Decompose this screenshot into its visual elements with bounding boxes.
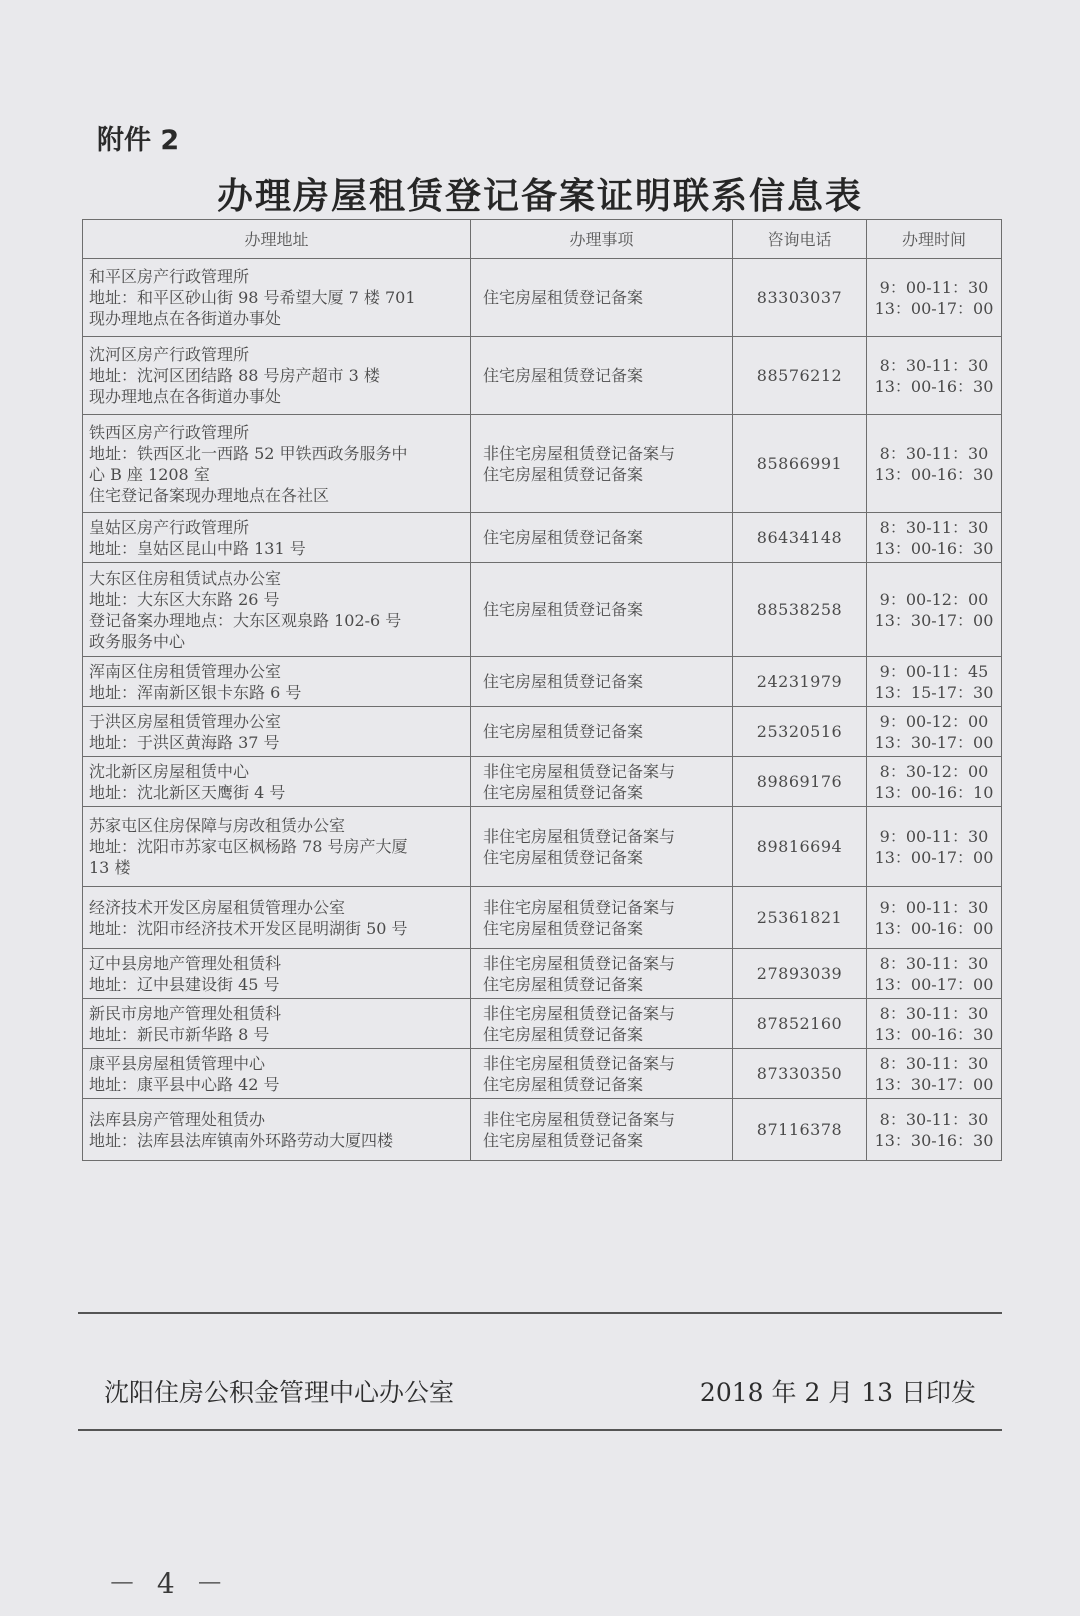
office-address-cell-line: 皇姑区房产行政管理所 xyxy=(89,517,250,537)
document-title: 办理房屋租赁登记备案证明联系信息表 xyxy=(216,175,863,217)
office-address-cell xyxy=(83,513,471,563)
office-hours-cell-line: 13：30-17：00 xyxy=(874,1074,994,1094)
office-hours-cell xyxy=(867,259,1002,337)
service-item-cell-line: 住宅房屋租赁登记备案 xyxy=(483,464,644,484)
table-body xyxy=(83,259,1002,1161)
issue-date: 2018 年 2 月 13 日印发 xyxy=(699,1378,976,1407)
phone-cell: 25361821 xyxy=(733,887,867,949)
office-address-cell-line: 住宅登记备案现办理地点在各社区 xyxy=(89,485,330,505)
table-row xyxy=(83,807,1002,887)
footer-bottom-rule xyxy=(78,1429,1002,1431)
office-address-cell-line: 政务服务中心 xyxy=(89,631,186,651)
office-address-cell-line: 地址：沈阳市经济技术开发区昆明湖街 50 号 xyxy=(89,918,408,938)
office-hours-cell xyxy=(867,1049,1002,1099)
office-address-cell xyxy=(83,757,471,807)
office-hours-cell-line: 9：00-11：30 xyxy=(879,277,989,297)
office-address-cell xyxy=(83,949,471,999)
office-address-cell-line: 地址：新民市新华路 8 号 xyxy=(89,1024,270,1044)
office-address-cell xyxy=(83,807,471,887)
service-item-cell-line: 非住宅房屋租赁登记备案与 xyxy=(483,1053,676,1073)
service-item-cell xyxy=(471,757,733,807)
table-row xyxy=(83,757,1002,807)
office-address-cell-line: 13 楼 xyxy=(89,858,131,877)
office-address-cell xyxy=(83,1049,471,1099)
table-row xyxy=(83,259,1002,337)
phone-cell: 86434148 xyxy=(733,513,867,563)
office-hours-cell-line: 9：00-12：00 xyxy=(879,589,989,609)
service-item-cell-line: 住宅房屋租赁登记备案 xyxy=(483,847,644,867)
office-address-cell-line: 法库县房产管理处租赁办 xyxy=(89,1109,266,1129)
service-item-cell-line: 非住宅房屋租赁登记备案与 xyxy=(483,761,676,781)
office-hours-cell-line: 9：00-11：30 xyxy=(879,897,989,917)
office-address-cell-line: 辽中县房地产管理处租赁科 xyxy=(89,953,282,973)
office-address-cell-line: 地址：辽中县建设街 45 号 xyxy=(89,974,280,994)
office-address-cell-line: 地址：于洪区黄海路 37 号 xyxy=(89,732,280,752)
office-hours-cell-line: 13：00-17：00 xyxy=(874,298,994,318)
office-hours-cell xyxy=(867,999,1002,1049)
service-item-cell-line: 非住宅房屋租赁登记备案与 xyxy=(483,443,676,463)
service-item-cell-line: 住宅房屋租赁登记备案 xyxy=(483,1074,644,1094)
office-address-cell-line: 经济技术开发区房屋租赁管理办公室 xyxy=(89,897,346,917)
office-address-cell-line: 铁西区房产行政管理所 xyxy=(89,422,250,442)
office-address-cell-line: 地址：和平区砂山街 98 号希望大厦 7 楼 701 xyxy=(89,288,416,307)
header-address: 办理地址 xyxy=(83,220,471,259)
office-hours-cell-line: 13：30-17：00 xyxy=(874,732,994,752)
office-hours-cell-line: 9：00-11：45 xyxy=(879,661,989,681)
phone-cell: 89869176 xyxy=(733,757,867,807)
office-hours-cell xyxy=(867,415,1002,513)
office-hours-cell-line: 13：30-16：30 xyxy=(874,1130,994,1150)
service-item-cell xyxy=(471,887,733,949)
office-hours-cell-line: 13：15-17：30 xyxy=(874,682,994,702)
attachment-label: 附件 2 xyxy=(97,125,180,156)
phone-cell: 85866991 xyxy=(733,415,867,513)
office-address-cell-line: 于洪区房屋租赁管理办公室 xyxy=(89,711,282,731)
service-item-cell-line: 住宅房屋租赁登记备案 xyxy=(483,918,644,938)
service-item-cell-line: 非住宅房屋租赁登记备案与 xyxy=(483,1003,676,1023)
service-item-cell xyxy=(471,259,733,337)
office-address-cell-line: 地址：法库县法库镇南外环路劳动大厦四楼 xyxy=(89,1130,394,1150)
issuing-office: 沈阳住房公积金管理中心办公室 xyxy=(104,1378,455,1407)
office-hours-cell xyxy=(867,657,1002,707)
office-address-cell-line: 地址：皇姑区昆山中路 131 号 xyxy=(89,538,306,558)
office-hours-cell-line: 8：30-12：00 xyxy=(879,761,989,781)
phone-cell: 88576212 xyxy=(733,337,867,415)
office-address-cell-line: 和平区房产行政管理所 xyxy=(89,267,250,286)
service-item-cell-line: 住宅房屋租赁登记备案 xyxy=(483,1024,644,1044)
office-hours-cell-line: 8：30-11：30 xyxy=(879,1109,989,1129)
table-row xyxy=(83,1049,1002,1099)
table-row xyxy=(83,563,1002,657)
office-hours-cell xyxy=(867,807,1002,887)
service-item-cell-line: 住宅房屋租赁登记备案 xyxy=(483,672,644,691)
office-hours-cell-line: 9：00-11：30 xyxy=(879,826,989,846)
service-item-cell xyxy=(471,1049,733,1099)
table-row xyxy=(83,707,1002,757)
office-address-cell-line: 新民市房地产管理处租赁科 xyxy=(89,1003,282,1023)
office-hours-cell xyxy=(867,337,1002,415)
office-hours-cell xyxy=(867,757,1002,807)
office-hours-cell-line: 9：00-12：00 xyxy=(879,711,989,731)
office-address-cell-line: 现办理地点在各街道办事处 xyxy=(89,387,282,406)
service-item-cell-line: 住宅房屋租赁登记备案 xyxy=(483,600,644,619)
office-address-cell xyxy=(83,415,471,513)
service-item-cell-line: 非住宅房屋租赁登记备案与 xyxy=(483,897,676,917)
office-address-cell-line: 地址：大东区大东路 26 号 xyxy=(89,589,280,609)
office-hours-cell-line: 13：00-16：30 xyxy=(874,376,994,396)
office-hours-cell-line: 13：00-16：00 xyxy=(874,918,994,938)
office-address-cell xyxy=(83,337,471,415)
office-hours-cell-line: 8：30-11：30 xyxy=(879,517,989,537)
office-address-cell-line: 康平县房屋租赁管理中心 xyxy=(89,1053,266,1073)
service-item-cell xyxy=(471,513,733,563)
phone-cell: 87852160 xyxy=(733,999,867,1049)
service-item-cell xyxy=(471,1099,733,1161)
office-hours-cell xyxy=(867,1099,1002,1161)
office-address-cell-line: 地址：铁西区北一西路 52 甲铁西政务服务中 xyxy=(89,443,408,463)
service-item-cell-line: 住宅房屋租赁登记备案 xyxy=(483,722,644,741)
phone-cell: 87330350 xyxy=(733,1049,867,1099)
service-item-cell xyxy=(471,949,733,999)
office-address-cell-line: 浑南区住房租赁管理办公室 xyxy=(89,661,282,681)
office-hours-cell xyxy=(867,513,1002,563)
office-address-cell-line: 心 B 座 1208 室 xyxy=(89,464,210,484)
office-address-cell xyxy=(83,657,471,707)
service-item-cell-line: 住宅房屋租赁登记备案 xyxy=(483,782,644,802)
office-address-cell-line: 地址：沈河区团结路 88 号房产超市 3 楼 xyxy=(89,366,380,385)
phone-cell: 87116378 xyxy=(733,1099,867,1161)
office-address-cell-line: 地址：沈阳市苏家屯区枫杨路 78 号房产大厦 xyxy=(89,837,408,856)
service-item-cell xyxy=(471,415,733,513)
header-item: 办理事项 xyxy=(471,220,733,259)
phone-cell: 25320516 xyxy=(733,707,867,757)
header-time: 办理时间 xyxy=(867,220,1002,259)
service-item-cell xyxy=(471,563,733,657)
office-address-cell-line: 登记备案办理地点：大东区观泉路 102-6 号 xyxy=(89,610,402,630)
table-row xyxy=(83,513,1002,563)
service-item-cell xyxy=(471,807,733,887)
office-address-cell xyxy=(83,999,471,1049)
phone-cell: 83303037 xyxy=(733,259,867,337)
service-item-cell-line: 非住宅房屋租赁登记备案与 xyxy=(483,953,676,973)
office-hours-cell-line: 13：00-16：30 xyxy=(874,538,994,558)
service-item-cell-line: 住宅房屋租赁登记备案 xyxy=(483,288,644,307)
office-hours-cell-line: 13：00-17：00 xyxy=(874,847,994,867)
service-item-cell-line: 住宅房屋租赁登记备案 xyxy=(483,528,644,547)
service-item-cell xyxy=(471,999,733,1049)
office-hours-cell-line: 13：00-16：10 xyxy=(874,782,994,802)
office-hours-cell-line: 8：30-11：30 xyxy=(879,1003,989,1023)
phone-cell: 24231979 xyxy=(733,657,867,707)
service-item-cell xyxy=(471,337,733,415)
table-row xyxy=(83,337,1002,415)
service-item-cell-line: 住宅房屋租赁登记备案 xyxy=(483,1130,644,1150)
header-phone: 咨询电话 xyxy=(733,220,867,259)
office-address-cell xyxy=(83,563,471,657)
office-address-cell-line: 地址：康平县中心路 42 号 xyxy=(89,1074,280,1094)
service-item-cell xyxy=(471,657,733,707)
service-item-cell-line: 住宅房屋租赁登记备案 xyxy=(483,974,644,994)
office-address-cell xyxy=(83,259,471,337)
office-hours-cell-line: 8：30-11：30 xyxy=(879,443,989,463)
office-address-cell-line: 苏家屯区住房保障与房改租赁办公室 xyxy=(89,816,346,835)
table-row xyxy=(83,415,1002,513)
phone-cell: 27893039 xyxy=(733,949,867,999)
office-address-cell-line: 沈河区房产行政管理所 xyxy=(89,345,250,364)
table-row xyxy=(83,1099,1002,1161)
footer-top-rule xyxy=(78,1312,1002,1314)
office-hours-cell-line: 13：00-17：00 xyxy=(874,974,994,994)
office-address-cell xyxy=(83,707,471,757)
office-address-cell-line: 地址：浑南新区银卡东路 6 号 xyxy=(89,682,302,702)
table-header-row xyxy=(83,220,1002,259)
table-row xyxy=(83,887,1002,949)
office-address-cell xyxy=(83,887,471,949)
service-item-cell-line: 住宅房屋租赁登记备案 xyxy=(483,366,644,385)
office-address-cell xyxy=(83,1099,471,1161)
service-item-cell-line: 非住宅房屋租赁登记备案与 xyxy=(483,826,676,846)
table-row xyxy=(83,949,1002,999)
office-hours-cell xyxy=(867,887,1002,949)
service-item-cell-line: 非住宅房屋租赁登记备案与 xyxy=(483,1109,676,1129)
office-hours-cell xyxy=(867,563,1002,657)
page-number: － 4 － xyxy=(108,1567,230,1600)
office-hours-cell xyxy=(867,707,1002,757)
office-hours-cell-line: 8：30-11：30 xyxy=(879,1053,989,1073)
service-item-cell xyxy=(471,707,733,757)
office-address-cell-line: 沈北新区房屋租赁中心 xyxy=(89,761,250,781)
table-row xyxy=(83,657,1002,707)
office-address-cell-line: 大东区住房租赁试点办公室 xyxy=(89,568,282,588)
office-address-cell-line: 现办理地点在各街道办事处 xyxy=(89,309,282,328)
phone-cell: 89816694 xyxy=(733,807,867,887)
office-hours-cell-line: 13：00-16：30 xyxy=(874,1024,994,1044)
office-hours-cell-line: 8：30-11：30 xyxy=(879,355,989,375)
table-row xyxy=(83,999,1002,1049)
office-hours-cell xyxy=(867,949,1002,999)
office-address-cell-line: 地址：沈北新区天鹰街 4 号 xyxy=(89,782,286,802)
phone-cell: 88538258 xyxy=(733,563,867,657)
office-hours-cell-line: 13：00-16：30 xyxy=(874,464,994,484)
office-hours-cell-line: 8：30-11：30 xyxy=(879,953,989,973)
office-hours-cell-line: 13：30-17：00 xyxy=(874,610,994,630)
contact-info-table xyxy=(82,219,1002,1161)
